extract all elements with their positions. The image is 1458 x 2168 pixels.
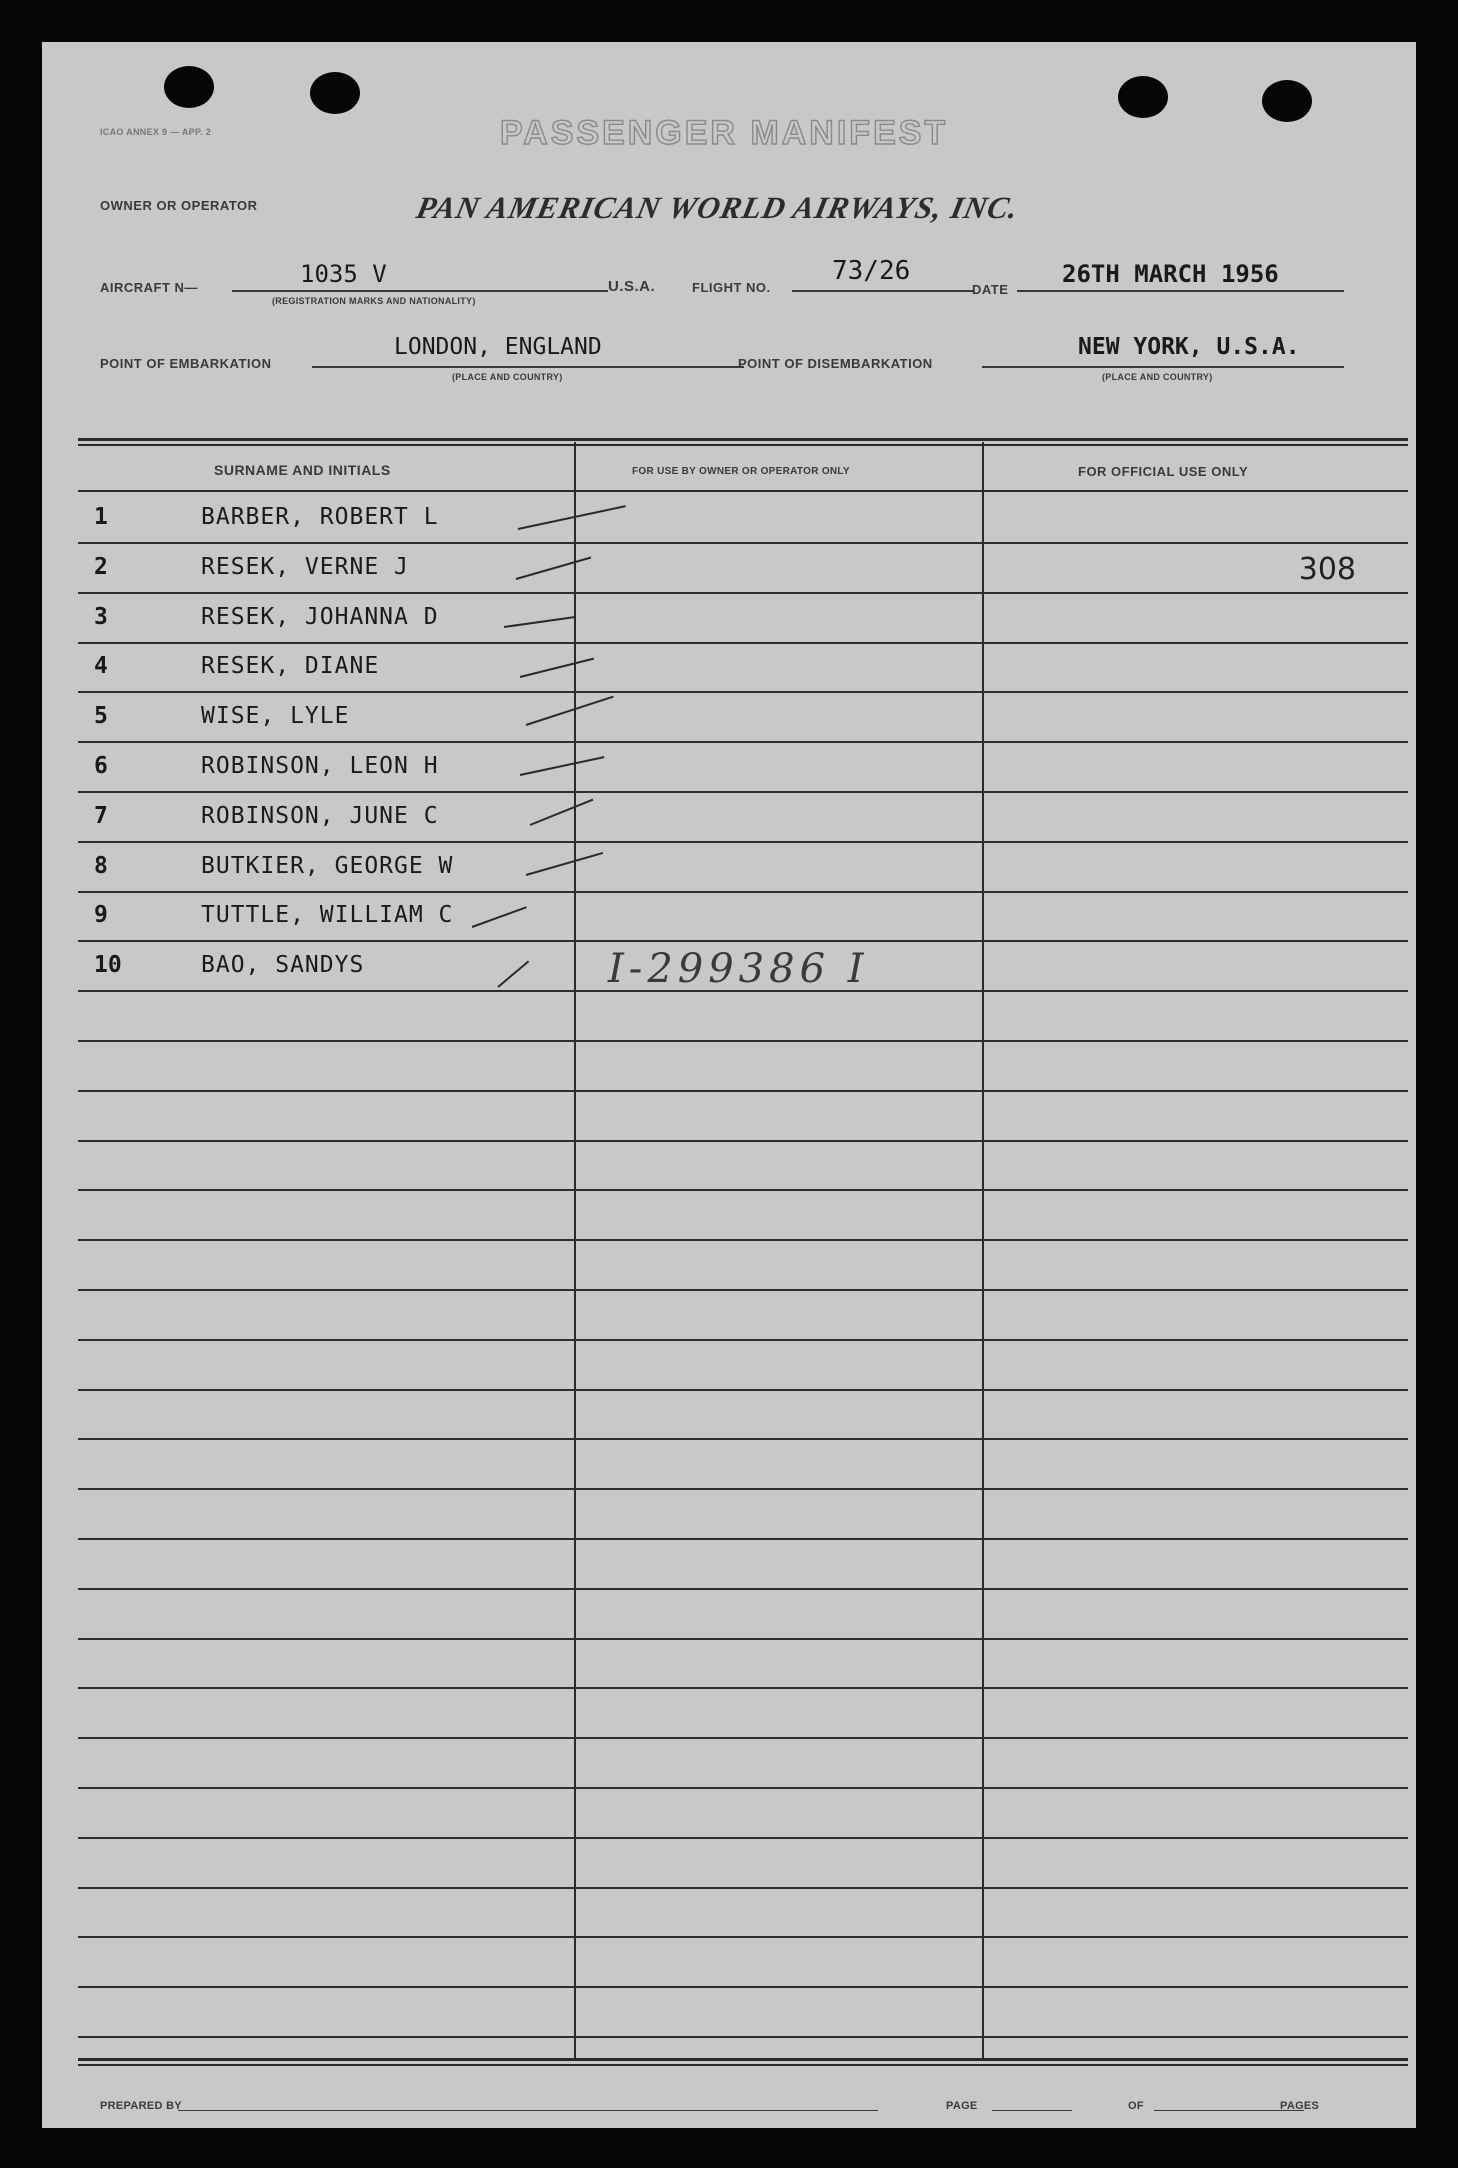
passenger-row	[78, 492, 1408, 544]
blank-row	[78, 990, 1408, 1042]
prepared-by-line	[178, 2110, 878, 2111]
disembarkation-line	[982, 366, 1344, 368]
embarkation-sub: (PLACE AND COUNTRY)	[452, 372, 563, 382]
aircraft-line	[232, 290, 608, 292]
passenger-name: ROBINSON, JUNE C	[201, 802, 439, 829]
date-value: 26TH MARCH 1956	[1062, 260, 1279, 288]
stamp-line: ICAO ANNEX 9 — APP. 2	[100, 127, 211, 137]
prepared-by-label: PREPARED BY	[100, 2100, 182, 2112]
blank-row	[78, 1090, 1408, 1142]
punch-hole	[1262, 80, 1312, 122]
passenger-name: BUTKIER, GEORGE W	[201, 852, 454, 879]
blank-row	[78, 1289, 1408, 1341]
passenger-row	[78, 542, 1408, 594]
passenger-number: 5	[94, 703, 108, 730]
passenger-name: TUTTLE, WILLIAM C	[201, 902, 454, 929]
blank-row	[78, 1488, 1408, 1540]
embarkation-line	[312, 366, 744, 368]
blank-row	[78, 1787, 1408, 1839]
blank-row	[78, 1936, 1408, 1988]
usa-label: U.S.A.	[608, 278, 656, 295]
embarkation-value: LONDON, ENGLAND	[394, 334, 602, 360]
blank-row	[78, 1139, 1408, 1191]
column-header-official: FOR OFFICIAL USE ONLY	[1078, 464, 1249, 479]
passenger-row	[78, 741, 1408, 793]
blank-row	[78, 1637, 1408, 1689]
punch-hole	[164, 66, 214, 108]
punch-hole	[1118, 76, 1168, 118]
disembarkation-label: POINT OF DISEMBARKATION	[738, 356, 933, 371]
page-title: PASSENGER MANIFEST	[500, 114, 949, 152]
passenger-name: BAO, SANDYS	[201, 952, 365, 979]
passenger-name: BARBER, ROBERT L	[201, 504, 439, 530]
date-line	[1017, 290, 1344, 292]
passenger-row	[78, 641, 1408, 693]
passenger-name: ROBINSON, LEON H	[201, 753, 439, 779]
blank-row	[78, 1737, 1408, 1789]
passenger-number: 3	[94, 603, 108, 630]
blank-row	[78, 1538, 1408, 1590]
passenger-name: WISE, LYLE	[201, 703, 350, 730]
passenger-number: 2	[94, 553, 108, 580]
passenger-row	[78, 791, 1408, 843]
passenger-number: 6	[94, 753, 108, 779]
passenger-row	[78, 691, 1408, 743]
owner-label: OWNER OR OPERATOR	[100, 198, 258, 213]
page-label: PAGE	[946, 2100, 978, 2112]
manifest-sheet	[42, 42, 1416, 2128]
table-bottom-rule	[78, 2058, 1408, 2061]
blank-row	[78, 1588, 1408, 1640]
passenger-number: 4	[94, 653, 108, 680]
handwritten-note: I-299386 I	[608, 946, 869, 992]
flight-value: 73/26	[832, 256, 911, 286]
column-header-owner: FOR USE BY OWNER OR OPERATOR ONLY	[632, 466, 850, 477]
blank-row	[78, 1239, 1408, 1291]
passenger-row	[78, 592, 1408, 644]
passenger-number: 9	[94, 902, 108, 929]
passenger-number: 1	[94, 504, 108, 530]
aircraft-label: AIRCRAFT N—	[100, 280, 198, 295]
official-use-value: 308	[1298, 551, 1356, 587]
disembarkation-sub: (PLACE AND COUNTRY)	[1102, 372, 1213, 382]
aircraft-value: 1035 V	[300, 260, 387, 288]
blank-row	[78, 1388, 1408, 1440]
embarkation-label: POINT OF EMBARKATION	[100, 356, 272, 371]
passenger-number: 7	[94, 802, 108, 829]
airline-name: PAN AMERICAN WORLD AIRWAYS, INC.	[413, 190, 1022, 225]
column-header-surname: SURNAME AND INITIALS	[214, 462, 391, 478]
table-top-rule	[78, 444, 1408, 446]
pages-label: PAGES	[1280, 2100, 1320, 2112]
blank-row	[78, 1189, 1408, 1241]
passenger-number: 8	[94, 852, 108, 879]
blank-row	[78, 1886, 1408, 1938]
disembarkation-value: NEW YORK, U.S.A.	[1078, 334, 1300, 360]
of-label: OF	[1128, 2100, 1144, 2112]
table-top-rule	[78, 438, 1408, 441]
flight-label: FLIGHT NO.	[692, 280, 771, 295]
flight-line	[792, 290, 974, 292]
blank-row	[78, 1687, 1408, 1739]
table-bottom-rule	[78, 2064, 1408, 2066]
blank-row	[78, 1438, 1408, 1490]
blank-row	[78, 1040, 1408, 1092]
aircraft-sub: (REGISTRATION MARKS AND NATIONALITY)	[272, 296, 476, 306]
passenger-row	[78, 841, 1408, 893]
passenger-name: RESEK, JOHANNA D	[201, 603, 439, 630]
blank-row	[78, 1986, 1408, 2038]
passenger-row	[78, 890, 1408, 942]
punch-hole	[310, 72, 360, 114]
page-line	[992, 2110, 1072, 2111]
passenger-name: RESEK, DIANE	[201, 653, 380, 680]
date-label: DATE	[972, 282, 1009, 297]
form-stamp	[100, 126, 211, 138]
blank-row	[78, 1837, 1408, 1889]
blank-row	[78, 1339, 1408, 1391]
passenger-number: 10	[94, 952, 122, 979]
passenger-name: RESEK, VERNE J	[201, 553, 409, 580]
